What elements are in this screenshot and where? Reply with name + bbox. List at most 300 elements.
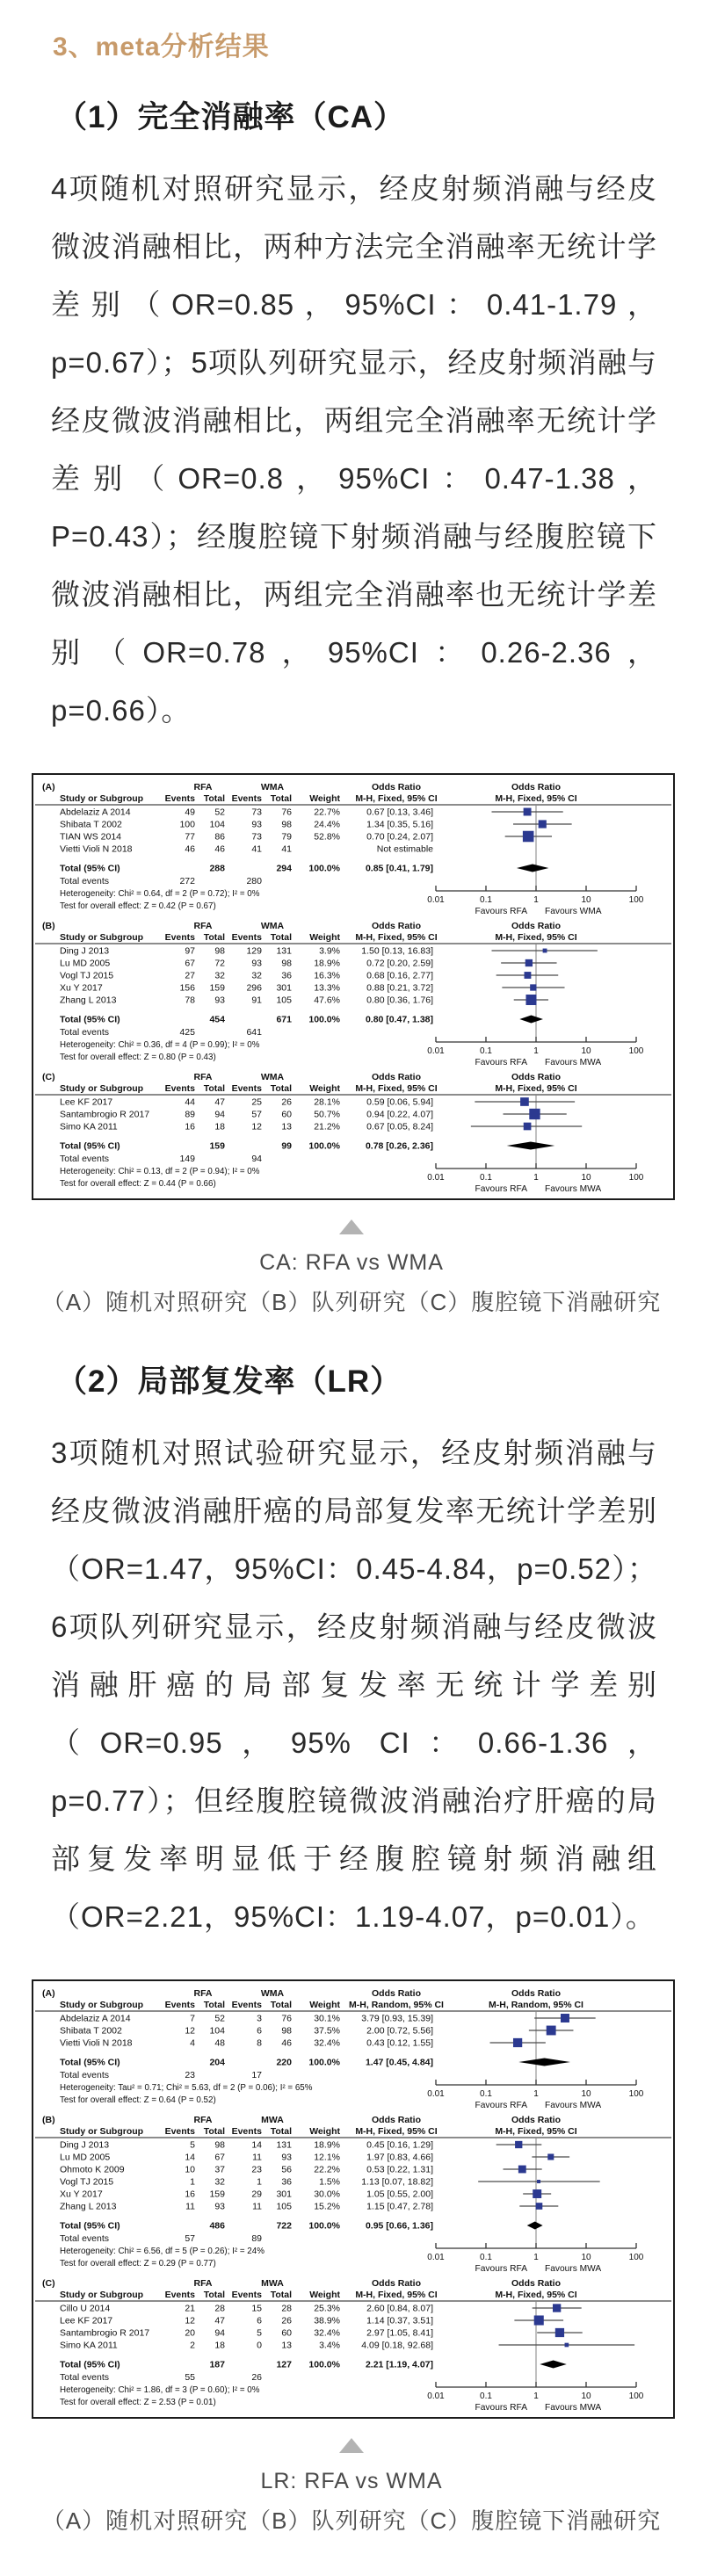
svg-text:37.5%: 37.5% [314,2025,340,2037]
svg-text:Events: Events [164,932,195,943]
svg-text:204: 204 [209,2057,225,2068]
svg-text:52: 52 [214,807,225,818]
svg-text:1.13 [0.07, 18.82]: 1.13 [0.07, 18.82] [361,2176,433,2188]
svg-text:16: 16 [185,2189,195,2200]
svg-text:98: 98 [281,819,292,830]
svg-text:722: 722 [276,2220,292,2232]
svg-text:156: 156 [179,982,195,994]
svg-text:60: 60 [281,2327,292,2339]
svg-text:17: 17 [251,2070,262,2080]
svg-text:79: 79 [281,831,292,843]
svg-text:100: 100 [628,895,644,905]
svg-text:2.60 [0.84, 8.07]: 2.60 [0.84, 8.07] [366,2303,433,2314]
effect-square [543,949,547,953]
svg-text:Total: Total [203,932,225,943]
svg-text:22.2%: 22.2% [314,2164,340,2175]
svg-text:M-H, Fixed, 95% CI: M-H, Fixed, 95% CI [495,2126,577,2137]
svg-text:86: 86 [214,831,225,843]
svg-text:93: 93 [214,2201,225,2212]
svg-text:280: 280 [246,876,262,886]
forest-subplot-c [35,2278,671,2413]
svg-text:M-H, Fixed, 95% CI: M-H, Fixed, 95% CI [355,2290,438,2300]
svg-text:100.0%: 100.0% [308,1140,340,1152]
forest-subplot-c [35,1072,671,1194]
svg-text:Odds Ratio: Odds Ratio [511,1072,562,1082]
svg-text:Odds Ratio: Odds Ratio [371,1072,422,1082]
svg-text:26: 26 [251,2372,262,2383]
svg-text:486: 486 [209,2220,225,2232]
svg-text:0.95 [0.66, 1.36]: 0.95 [0.66, 1.36] [365,2220,433,2232]
svg-text:M-H, Fixed, 95% CI: M-H, Fixed, 95% CI [355,2126,438,2137]
svg-text:Total (95% CI): Total (95% CI) [60,2220,120,2232]
svg-text:0.80 [0.47, 1.38]: 0.80 [0.47, 1.38] [365,1014,433,1025]
svg-text:100.0%: 100.0% [308,2220,340,2232]
total-diamond [519,1016,543,1024]
svg-text:M-H, Fixed, 95% CI: M-H, Fixed, 95% CI [495,1083,577,1094]
svg-text:Heterogeneity: Chi² = 1.86, df: Heterogeneity: Chi² = 1.86, df = 3 (P = 0.60); I² = 0% [60,2385,260,2395]
svg-text:Total events: Total events [60,2233,110,2244]
svg-text:32.4%: 32.4% [314,2327,340,2339]
effect-square [525,959,533,966]
svg-text:56: 56 [281,2164,292,2175]
svg-text:0.88 [0.21, 3.72]: 0.88 [0.21, 3.72] [366,982,433,994]
svg-text:91: 91 [251,995,262,1006]
svg-text:41: 41 [281,843,292,855]
svg-text:425: 425 [179,1027,195,1038]
svg-text:187: 187 [209,2359,225,2370]
page-title: 3、meta分析结果 [53,33,270,62]
svg-text:104: 104 [209,2025,225,2037]
svg-text:97: 97 [185,945,195,957]
svg-text:(C): (C) [42,2278,55,2289]
svg-text:288: 288 [209,863,225,874]
svg-text:Weight: Weight [309,2126,340,2137]
svg-text:Odds Ratio: Odds Ratio [371,2115,422,2125]
svg-text:32: 32 [251,970,262,981]
svg-text:3.4%: 3.4% [319,2340,340,2351]
effect-square [524,808,532,816]
svg-text:22.7%: 22.7% [314,807,340,818]
svg-text:159: 159 [209,2189,225,2200]
figure-caption-title: CA: RFA vs WMA [259,1250,444,1275]
effect-square [534,2315,544,2325]
svg-text:100.0%: 100.0% [308,863,340,874]
svg-text:0.94 [0.22, 4.07]: 0.94 [0.22, 4.07] [366,1109,433,1120]
svg-text:Ohmoto K 2009: Ohmoto K 2009 [60,2164,125,2175]
svg-text:98: 98 [281,2025,292,2037]
svg-text:5: 5 [257,2327,262,2339]
svg-text:Odds Ratio: Odds Ratio [511,782,562,792]
effect-square [547,2026,556,2036]
svg-text:Zhang L 2013: Zhang L 2013 [60,2201,117,2212]
svg-text:Events: Events [164,793,195,804]
effect-square [539,820,547,828]
svg-text:76: 76 [281,2013,292,2024]
svg-text:46: 46 [214,843,225,855]
svg-text:WMA: WMA [260,782,285,792]
svg-text:6: 6 [257,2315,262,2326]
section-1-body: 4项随机对照研究显示，经皮射频消融与经皮微波消融相比，两种方法完全消融率无统计学差别（OR=0.85，95%CI：0.41-1.79，p=0.67）；5项队列研究显示，经皮射频消融与经皮微波消融相比，两组完全消融率无统计学差别（OR=0.8，95%CI：0.47-1.38，P=0.43）；经腹腔镜下射频消融与经腹腔镜下微波消融相比，两组完全消融率也无统计学差别（OR=0.78，95%CI：0.26-2.36，p=0.66）。 [51,172,657,727]
svg-text:Xu Y 2017: Xu Y 2017 [60,2189,103,2200]
effect-square [561,2014,569,2022]
svg-text:28.1%: 28.1% [314,1096,340,1108]
svg-text:1.15 [0.47, 2.78]: 1.15 [0.47, 2.78] [366,2201,433,2212]
svg-text:Total: Total [270,2000,292,2010]
svg-text:25: 25 [251,1096,262,1108]
svg-text:36: 36 [281,2176,292,2188]
svg-text:Odds Ratio: Odds Ratio [371,1988,422,1999]
svg-text:131: 131 [276,945,292,957]
svg-text:Favours RFA: Favours RFA [475,2101,527,2110]
svg-text:10: 10 [581,895,591,905]
forest-subplot-a [35,1988,671,2110]
svg-text:0.01: 0.01 [427,2391,445,2401]
svg-text:104: 104 [209,819,225,830]
svg-text:Total events: Total events [60,1154,110,1164]
svg-text:149: 149 [179,1154,195,1164]
svg-text:93: 93 [214,995,225,1006]
svg-text:98: 98 [214,2139,225,2151]
svg-text:21.2%: 21.2% [314,1121,340,1132]
svg-text:38.9%: 38.9% [314,2315,340,2326]
svg-text:100: 100 [628,2253,644,2262]
svg-text:129: 129 [246,945,262,957]
svg-text:41: 41 [251,843,262,855]
svg-text:Simo KA 2011: Simo KA 2011 [60,2340,118,2351]
svg-text:28: 28 [281,2303,292,2314]
svg-text:2.00 [0.72, 5.56]: 2.00 [0.72, 5.56] [366,2025,433,2037]
svg-text:Heterogeneity: Chi² = 0.36, df: Heterogeneity: Chi² = 0.36, df = 4 (P = 0.99); I² = 0% [60,1040,260,1050]
svg-text:220: 220 [276,2057,292,2068]
svg-text:Santambrogio R 2017: Santambrogio R 2017 [60,1109,150,1120]
svg-text:0.59 [0.06, 5.94]: 0.59 [0.06, 5.94] [366,1096,433,1108]
svg-text:7: 7 [190,2013,195,2024]
svg-text:Test for overall effect: Z = 0: Test for overall effect: Z = 0.64 (P = 0.52) [60,2095,216,2105]
svg-text:78: 78 [185,995,195,1006]
svg-text:13: 13 [281,2340,292,2351]
svg-text:73: 73 [251,831,262,843]
svg-text:36: 36 [281,970,292,981]
section-complete-ablation [0,93,703,1317]
svg-text:2: 2 [190,2340,195,2351]
svg-text:100: 100 [179,819,195,830]
svg-text:M-H, Fixed, 95% CI: M-H, Fixed, 95% CI [355,793,438,804]
svg-text:12: 12 [185,2025,195,2037]
svg-text:0.1: 0.1 [480,2089,492,2099]
svg-text:32.4%: 32.4% [314,2037,340,2049]
svg-text:Events: Events [231,1083,262,1094]
section-1-heading: （1）完全消融率（CA） [56,100,406,134]
svg-text:RFA: RFA [193,2115,213,2125]
svg-text:(C): (C) [42,1072,55,1082]
svg-text:0.01: 0.01 [427,2089,445,2099]
svg-text:Abdelaziz A 2014: Abdelaziz A 2014 [60,2013,131,2024]
section-2-heading: （2）局部复发率（LR） [56,1364,402,1399]
svg-text:Total: Total [203,793,225,804]
svg-text:159: 159 [209,982,225,994]
svg-text:46: 46 [281,2037,292,2049]
section-2-body: 3项随机对照试验研究显示，经皮射频消融与经皮微波消融肝癌的局部复发率无统计学差别（OR=1.47，95%CI：0.45-4.84，p=0.52）；6项队列研究显示，经皮射频消融与经皮微波消融肝癌的局部复发率无统计学差别（OR=0.95，95% CI：0.66-1.36，p=0.77）；但经腹腔镜微波消融治疗肝癌的局部复发率明显低于经腹腔镜射频消融组（OR=2.21，95%CI：1.19-4.07，p=0.01）。 [51,1436,657,1933]
effect-square [515,2141,522,2148]
svg-text:Odds Ratio: Odds Ratio [371,2278,422,2289]
svg-text:RFA: RFA [193,1988,213,1999]
svg-text:Total: Total [270,793,292,804]
section-local-recurrence [0,1357,703,2536]
svg-text:159: 159 [209,1140,225,1152]
svg-text:Total (95% CI): Total (95% CI) [60,2057,120,2068]
svg-text:48: 48 [214,2037,225,2049]
svg-text:44: 44 [185,1096,195,1108]
svg-text:0.85 [0.41, 1.79]: 0.85 [0.41, 1.79] [365,863,433,874]
svg-text:1: 1 [190,2176,195,2188]
svg-text:Weight: Weight [309,1083,340,1094]
svg-text:77: 77 [185,831,195,843]
effect-square [533,2189,541,2198]
total-diamond [507,1142,555,1150]
svg-text:Heterogeneity: Chi² = 6.56, df: Heterogeneity: Chi² = 6.56, df = 5 (P = 0.26); I² = 24% [60,2247,265,2256]
svg-text:(A): (A) [42,782,55,792]
svg-text:50.7%: 50.7% [314,1109,340,1120]
svg-text:16.3%: 16.3% [314,970,340,981]
svg-text:MWA: MWA [261,2115,284,2125]
svg-text:Lu MD 2005: Lu MD 2005 [60,2152,111,2163]
svg-text:MWA: MWA [261,2278,284,2289]
svg-text:0.67 [0.05, 8.24]: 0.67 [0.05, 8.24] [366,1121,433,1132]
effect-square [523,831,534,843]
svg-text:32: 32 [214,2176,225,2188]
svg-text:21: 21 [185,2303,195,2314]
svg-text:12.1%: 12.1% [314,2152,340,2163]
svg-text:Total: Total [203,1083,225,1094]
svg-text:105: 105 [276,995,292,1006]
forest-subplot-a [35,782,671,916]
svg-text:24.4%: 24.4% [314,819,340,830]
svg-text:10: 10 [185,2164,195,2175]
svg-text:11: 11 [185,2201,195,2212]
svg-text:WMA: WMA [260,1072,285,1082]
total-diamond [540,2361,566,2369]
svg-text:296: 296 [246,982,262,994]
svg-text:Favours WMA: Favours WMA [545,907,602,916]
svg-text:6: 6 [257,2025,262,2037]
svg-text:13: 13 [281,1121,292,1132]
svg-text:14: 14 [251,2139,262,2151]
figure-ca-caption [0,1250,703,1317]
svg-text:Study or Subgroup: Study or Subgroup [60,1083,144,1094]
svg-text:0.72 [0.20, 2.59]: 0.72 [0.20, 2.59] [366,958,433,969]
svg-text:Total: Total [270,1083,292,1094]
svg-text:55: 55 [185,2372,195,2383]
svg-text:Lee KF 2017: Lee KF 2017 [60,1096,113,1108]
forest-subplot-b [35,921,671,1067]
svg-text:M-H, Random, 95% CI: M-H, Random, 95% CI [489,2000,583,2010]
svg-text:0.53 [0.22, 1.31]: 0.53 [0.22, 1.31] [366,2164,433,2175]
svg-text:23: 23 [251,2164,262,2175]
svg-text:Total: Total [270,2126,292,2137]
svg-text:20: 20 [185,2327,195,2339]
svg-text:26: 26 [281,2315,292,2326]
svg-text:Events: Events [164,1083,195,1094]
svg-text:1: 1 [533,2089,539,2099]
figure-lr-caption [0,2469,703,2536]
svg-text:M-H, Random, 95% CI: M-H, Random, 95% CI [349,2000,444,2010]
svg-text:18.9%: 18.9% [314,958,340,969]
svg-text:99: 99 [281,1140,292,1152]
svg-text:WMA: WMA [260,921,285,931]
svg-text:301: 301 [276,982,292,994]
svg-text:0.68 [0.16, 2.77]: 0.68 [0.16, 2.77] [366,970,433,981]
svg-text:1.34 [0.35, 5.16]: 1.34 [0.35, 5.16] [366,819,433,830]
svg-text:100.0%: 100.0% [308,2057,340,2068]
svg-text:100: 100 [628,2391,644,2401]
svg-text:M-H, Fixed, 95% CI: M-H, Fixed, 95% CI [495,2290,577,2300]
effect-square [555,2328,564,2337]
svg-text:0.70 [0.24, 2.07]: 0.70 [0.24, 2.07] [366,831,433,843]
svg-text:12: 12 [185,2315,195,2326]
svg-text:2.97 [1.05, 8.41]: 2.97 [1.05, 8.41] [366,2327,433,2339]
effect-square [518,2166,526,2174]
svg-text:0.67 [0.13, 3.46]: 0.67 [0.13, 3.46] [366,807,433,818]
svg-text:M-H, Fixed, 95% CI: M-H, Fixed, 95% CI [495,793,577,804]
svg-text:1: 1 [533,1046,539,1056]
svg-text:Test for overall effect: Z = 2: Test for overall effect: Z = 2.53 (P = 0.01) [60,2398,216,2407]
svg-text:(B): (B) [42,921,55,931]
svg-text:18.9%: 18.9% [314,2139,340,2151]
svg-text:131: 131 [276,2139,292,2151]
figure-caption-sub: （A）随机对照研究（B）队列研究（C）腹腔镜下消融研究 [41,1289,662,1315]
svg-text:18: 18 [214,2340,225,2351]
svg-text:Weight: Weight [309,2000,340,2010]
collapse-triangle-icon[interactable] [339,2438,364,2453]
total-diamond [527,2222,543,2230]
svg-text:47: 47 [214,2315,225,2326]
svg-text:76: 76 [281,807,292,818]
svg-text:RFA: RFA [193,2278,213,2289]
svg-text:13.3%: 13.3% [314,982,340,994]
svg-text:100: 100 [628,1173,644,1183]
svg-text:0.01: 0.01 [427,2253,445,2262]
svg-text:Test for overall effect: Z = 0: Test for overall effect: Z = 0.80 (P = 0.43) [60,1053,216,1062]
svg-text:1.5%: 1.5% [319,2176,340,2188]
svg-text:0.1: 0.1 [480,1173,492,1183]
svg-text:Vietti Violi N 2018: Vietti Violi N 2018 [60,2037,133,2049]
effect-square [525,972,532,979]
svg-text:Odds Ratio: Odds Ratio [371,782,422,792]
svg-text:67: 67 [185,958,195,969]
svg-text:0.80 [0.36, 1.76]: 0.80 [0.36, 1.76] [366,995,433,1006]
svg-text:1: 1 [257,2176,262,2188]
svg-text:0.1: 0.1 [480,2391,492,2401]
svg-text:100: 100 [628,1046,644,1056]
svg-text:46: 46 [185,843,195,855]
svg-text:Weight: Weight [309,932,340,943]
svg-text:Total events: Total events [60,2070,110,2080]
svg-text:M-H, Fixed, 95% CI: M-H, Fixed, 95% CI [495,932,577,943]
figure-caption-title: LR: RFA vs WMA [260,2469,443,2493]
svg-text:89: 89 [185,1109,195,1120]
svg-text:Total (95% CI): Total (95% CI) [60,863,120,874]
forest-plot-svg [33,1981,673,2417]
svg-text:Events: Events [231,2000,262,2010]
svg-text:47.6%: 47.6% [314,995,340,1006]
svg-text:Events: Events [231,2126,262,2137]
svg-text:89: 89 [251,2233,262,2244]
svg-text:Odds Ratio: Odds Ratio [371,921,422,931]
svg-text:Test for overall effect: Z = 0: Test for overall effect: Z = 0.29 (P = 0.77) [60,2259,216,2268]
svg-text:Heterogeneity: Chi² = 0.64, df: Heterogeneity: Chi² = 0.64, df = 2 (P = 0.72); I² = 0% [60,889,260,899]
svg-text:57: 57 [251,1109,262,1120]
svg-text:14: 14 [185,2152,195,2163]
effect-square [525,995,536,1005]
svg-text:16: 16 [185,1121,195,1132]
svg-text:49: 49 [185,807,195,818]
svg-text:0.01: 0.01 [427,1046,445,1056]
svg-text:15.2%: 15.2% [314,2201,340,2212]
svg-text:0.78 [0.26, 2.36]: 0.78 [0.26, 2.36] [365,1140,433,1152]
effect-square [547,2153,554,2160]
svg-text:47: 47 [214,1096,225,1108]
svg-text:Lee KF 2017: Lee KF 2017 [60,2315,113,2326]
svg-text:RFA: RFA [193,782,213,792]
svg-text:Simo KA 2011: Simo KA 2011 [60,1121,118,1132]
svg-text:15: 15 [251,2303,262,2314]
effect-square [565,2343,569,2348]
svg-text:Odds Ratio: Odds Ratio [511,2278,562,2289]
svg-text:Ding J 2013: Ding J 2013 [60,945,110,957]
svg-text:Total (95% CI): Total (95% CI) [60,1140,120,1152]
svg-text:98: 98 [281,958,292,969]
svg-text:TIAN WS 2014: TIAN WS 2014 [60,831,122,843]
svg-text:Weight: Weight [309,793,340,804]
svg-text:0.43 [0.12, 1.55]: 0.43 [0.12, 1.55] [366,2037,433,2049]
svg-text:32: 32 [214,970,225,981]
collapse-triangle-icon[interactable] [339,1219,364,1234]
svg-text:10: 10 [581,1173,591,1183]
svg-text:Total events: Total events [60,876,110,886]
svg-text:RFA: RFA [193,1072,213,1082]
svg-text:Study or Subgroup: Study or Subgroup [60,793,144,804]
svg-text:27: 27 [185,970,195,981]
svg-text:0.1: 0.1 [480,895,492,905]
svg-text:Cillo U 2014: Cillo U 2014 [60,2303,111,2314]
svg-text:Favours RFA: Favours RFA [475,2264,527,2274]
svg-text:Weight: Weight [309,2290,340,2300]
svg-text:Events: Events [231,2290,262,2300]
svg-text:18: 18 [214,1121,225,1132]
figure-lr [0,1979,703,2536]
svg-text:4: 4 [190,2037,195,2049]
svg-text:57: 57 [185,2233,195,2244]
svg-text:294: 294 [276,863,292,874]
svg-text:Study or Subgroup: Study or Subgroup [60,932,144,943]
svg-text:1.47 [0.45, 4.84]: 1.47 [0.45, 4.84] [365,2057,433,2068]
svg-text:30.1%: 30.1% [314,2013,340,2024]
svg-text:11: 11 [252,2152,262,2163]
svg-text:10: 10 [581,2391,591,2401]
svg-text:Favours RFA: Favours RFA [475,1058,527,1067]
svg-text:3.9%: 3.9% [319,945,340,957]
svg-text:26: 26 [281,1096,292,1108]
svg-text:72: 72 [214,958,225,969]
svg-text:1.97 [0.83, 4.66]: 1.97 [0.83, 4.66] [366,2152,433,2163]
svg-text:Total: Total [270,2290,292,2300]
svg-text:Shibata T 2002: Shibata T 2002 [60,2025,122,2037]
svg-text:1: 1 [533,2391,539,2401]
svg-text:Favours MWA: Favours MWA [545,2264,602,2274]
svg-text:Events: Events [164,2126,195,2137]
forest-plot-ca [32,773,675,1200]
svg-text:0.01: 0.01 [427,895,445,905]
